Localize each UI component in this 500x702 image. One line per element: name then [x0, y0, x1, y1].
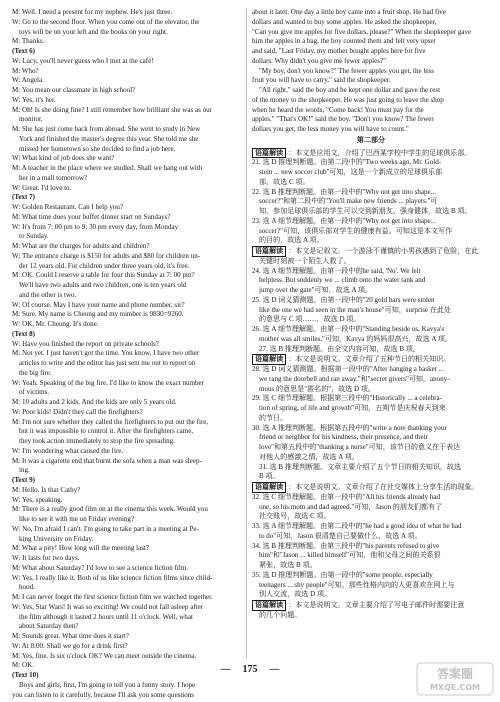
summary-label: 语篇解读	[252, 246, 286, 257]
text-line: soccer?"和第二段中的"You'll make new friends ... players."可	[259, 197, 438, 206]
text-line: W: Poor kids! Didn't they call the firefighters?	[12, 407, 143, 416]
text-line: friend or neighbor for his kindness, their presence, and their	[259, 433, 428, 442]
text-line: 34. 选 B 推理判断题。由第三段中的"his parents refused to give	[252, 541, 440, 550]
text-line: 22. 选 B 推理判断题。由第一段中的"Why not get into shape...	[252, 187, 436, 196]
text-line: one, so his mom and dad agreed."可知，Jason 的朋友们都有了	[259, 502, 443, 511]
text-line: mous 的意思是"匿名的"，故选 D 项。	[259, 384, 375, 393]
text-line: W: No, I'm afraid I can't. I'm going to take part in a meeting at Pe-	[12, 524, 199, 533]
text-line: the film although it lasted 2 hours until 11 o'clock. Well, what	[19, 612, 193, 621]
passage-summary: 语篇解读 ：本文是说明文。文章介绍了在社交媒体上分享生活的现象。	[252, 482, 490, 493]
text-line: M: You mean our classmate in high school?	[12, 86, 136, 94]
text-line: M: Thanks.	[12, 37, 45, 46]
summary-label: 语篇解读	[252, 600, 286, 611]
summary-label: 语篇解读	[252, 482, 286, 493]
text-line: to do"可知，Jason 很清楚自己要做什么，故选 A 项。	[259, 531, 422, 540]
text-line: dollars. Why didn't you give me fewer apples?"	[252, 56, 386, 65]
passage-summary: 语篇解读 ：本文是记叙文。一个游泳不谨慎的小男孩遇到了危险，在此	[252, 246, 490, 257]
text-line: about it later. One day a little boy came into a fruit shop. He had five	[252, 8, 446, 16]
text-line: of the money to the shopkeeper. He was just going to leave the shop	[252, 95, 444, 104]
text-line: hood.	[19, 583, 35, 592]
text-line: W: Angela.	[12, 76, 44, 85]
text-line: 31. 选 B 推理判断题。文章主要介绍了五个节日的相关知识，故选	[259, 462, 462, 471]
text-line: of victims.	[19, 388, 50, 397]
text-line: M: It was a cigarette end that burnt the sofa when a man was sleep-	[12, 456, 202, 465]
text-line: M: She has just come back from abroad. She went to study in New	[12, 125, 201, 133]
text-line: 对他人的感激之情，故选 A 项。	[259, 452, 359, 461]
text-line: stein ... new soccer club"可知，这是一个新成立的足球俱乐部	[259, 168, 443, 176]
text-line: M: What are the charges for adults and children?	[12, 242, 150, 250]
text-line: 27. 选 B 推理判断题。由全文内容可知，故选 B 项。	[259, 344, 420, 353]
text-line: W: Yeah. Speaking of the big fire. I'd like to know the exact number	[12, 378, 205, 387]
text-line: to Sunday.	[19, 232, 49, 241]
text-line: W: Yes, I really like it. Both of us like science fiction films since child-	[12, 573, 213, 582]
part-heading: 第二部分	[356, 135, 386, 144]
passage-summary: 语篇解读 ：本文是应用文，介绍了巴西某学校中学生的足球俱乐部。	[252, 148, 490, 159]
text-line: 的目的，故选 A 项。	[259, 236, 324, 245]
right-column	[252, 8, 490, 621]
text-line: monitor.	[19, 115, 43, 124]
text-line: 关键时刻被一个陌生人救了。	[259, 256, 351, 265]
text-line: M: Oh! Is she doing fine? I still remember how brilliant she was as our	[12, 105, 213, 114]
text-line: him"和"Jason ... killed himself"可知，他和父母之间的关系很	[259, 551, 441, 560]
text-line: dollars and wanted to buy some apples. He asked the shopkeeper,	[252, 17, 437, 26]
text-line: 社交账号，故选 C 项。	[259, 512, 331, 521]
text-line: M: I can never forget the first science fiction film we watched together.	[12, 593, 213, 601]
text-line: W: The entrance charge is $150 for adults and $80 for children un-	[12, 251, 201, 260]
text-line: like to see it with me on Friday evening?	[19, 515, 135, 523]
text-line: 33. 选 A 细节理解题。由第二段中的"he had a good idea of what he had	[252, 522, 462, 530]
text-line: 32. 选 C 细节理解题。由第一段中的"All his friends already had	[252, 492, 441, 501]
text-line: about Saturday then?	[19, 622, 79, 631]
text-line: toys will be on your left and the books on your right.	[19, 27, 168, 36]
text-line: missed her hometown so she decided to find a job here.	[19, 144, 176, 153]
text-line: like the one we had seen in the man's house"可知，surprise 在此处	[259, 305, 452, 314]
text-line: der 12 years old. For children under three years old, it's free.	[19, 261, 190, 270]
text-line: W: Yes, it's her.	[12, 95, 56, 104]
text-line: dollars you get, the less money you will have to count."	[252, 125, 409, 133]
text-line: W: Great. I'd love to.	[12, 183, 72, 192]
text-line: mother was all smiles."可知，Kavya 的妈妈很高兴，故选 A 项。	[259, 334, 452, 343]
text-line: 29. 选 C 细节理解题。根据第三段中的"Historically ... a celebra-	[252, 394, 442, 403]
text-line: M: There is a really good film on at the cinema this week. Would you	[12, 505, 208, 514]
text-line: jump over the gate"可知，故选 A 项。	[259, 286, 373, 294]
text-line: and the other is two.	[19, 290, 77, 299]
text-line: M: I'm not sure whether they called the firefighters to put out the fire,	[12, 417, 209, 426]
text-line: 30. 选 A 推理判断题。根据第五段中的"write a note thanking your	[252, 423, 447, 432]
text-line: king University on Friday.	[19, 534, 94, 543]
section-heading: (Text 6)	[12, 47, 36, 55]
text-line: W: At 8:00. Shall we go for a drink first?	[12, 641, 128, 650]
text-line: W: Lucy, you'll never guess who I met at the café!	[12, 56, 154, 65]
text-line: W: OK, Mr. Cheung. It's done.	[12, 320, 99, 328]
text-line: 别人交流，故选 D 项。	[259, 590, 332, 599]
text-line: 知，参加足球俱乐部的学生可以交到新朋友、强身健体，故选 B 项。	[259, 207, 472, 215]
svg-text:答案圈: 答案圈	[436, 667, 474, 681]
left-column	[12, 8, 240, 700]
text-line: W: Have you finished the report on private schools?	[12, 339, 159, 348]
column-divider	[246, 8, 247, 658]
text-line: M: OK. Could I reserve a table for four this Sunday at 7: 00 pm?	[12, 271, 195, 280]
text-line: fruit you will have to carry," said the shopkeeper.	[252, 76, 391, 85]
text-line: 的节日。	[259, 413, 288, 422]
text-line: articles to write and the editor has just sent me out to report on	[19, 359, 196, 367]
text-line: 的几个问题。	[259, 610, 302, 619]
text-line: him the apples in a bag, the boy counted them and felt very upset	[252, 37, 436, 46]
text-line: York and finished the master's degree this year. She told me she	[19, 134, 199, 143]
text-line: W: What kind of job does she want?	[12, 154, 115, 163]
text-line: W: Of course. May I have your name and phone number, sir?	[12, 300, 185, 309]
text-line: M: Hello. Is that Cathy?	[12, 485, 81, 494]
text-line: M: What time does your buffet dinner start on Sundays?	[12, 212, 171, 221]
section-heading: (Text 8)	[12, 329, 36, 338]
text-line: her in a mall tomorrow?	[19, 173, 88, 182]
page-number-value: 175	[242, 664, 258, 675]
text-line: M: What a pity! How long will the meeting last?	[12, 544, 150, 553]
text-line: and said, "Last Friday, my mother bought apples here for five	[252, 47, 426, 55]
text-line: 紧张，故选 B 项。	[259, 561, 317, 569]
text-line: they took action immediately to stop the fire spreading.	[19, 437, 175, 445]
text-line: Boys and girls, first, I'm going to tell you a funny story. I hope	[19, 680, 196, 689]
section-heading: (Text 9)	[12, 476, 36, 484]
text-line: 23. 选 A 细节理解题。由第一段中的"Why not get into shape...	[252, 216, 436, 225]
text-line: but it was impossible to control it. After the firefighters came,	[19, 427, 194, 436]
text-line: 部，故选 C 项。	[259, 177, 310, 186]
text-line: teenagers ... shy people"可知，那些性格内向的人更喜欢在网上与	[259, 580, 455, 589]
text-line: M: What about Saturday? I'd love to see a science fiction film.	[12, 563, 189, 572]
text-line: M: Who?	[12, 66, 39, 75]
text-line: M: Not yet. I just haven't got the time. You know, I have two other	[12, 349, 200, 358]
text-line: when he heard the words, "Come back! You must pay for the	[252, 105, 424, 114]
text-line: W: Golden Restaurant. Can I help you?	[12, 203, 124, 211]
text-line: you can listen to it carefully, because I'll ask you some questions	[12, 690, 195, 699]
text-line: love"和第五段中的"thanking a nurse"可知，该节日的意义在于表达	[259, 443, 461, 451]
text-line: "My boy, don't you know?" The fewer apples you get, the less	[259, 66, 434, 75]
text-line: M: A teacher in the place where we studied. Shall we hang out with	[12, 164, 203, 172]
text-line: W: Yes, Star Wars! It was so exciting! We could not fall asleep after	[12, 602, 204, 611]
summary-label: 语篇解读	[252, 354, 286, 365]
text-line: we rang the doorbell and ran away."和"secret givers"可知，anony-	[259, 374, 450, 383]
text-line: 24. 选 A 细节理解题。由第一段中的he said, 'No'. We felt	[252, 266, 421, 275]
text-line: 的意思与 C 项……，故选 D 项。	[259, 315, 361, 324]
passage-summary: 语篇解读 ：本文是说明文。文章介绍了五种节日的相关知识。	[252, 354, 490, 365]
text-line: W: It lasts for two days.	[12, 554, 80, 562]
text-line: M: Sure. My name is Cheung and my number is 9830=9260.	[12, 310, 184, 319]
text-line: 35. 选 D 推理判断题。由第一段中的"some people, especially	[252, 570, 433, 579]
section-heading: (Text 7)	[12, 193, 36, 202]
watermark-logo	[416, 662, 494, 696]
text-line: W: Yes, speaking.	[12, 495, 63, 504]
text-line: 25. 选 D 词义猜测题。由第一段中的"20 gold bars were stolen	[252, 295, 435, 304]
text-line: M: OK.	[12, 661, 34, 670]
text-line: "All right," said the boy and he kept one dollar and gave the rest	[259, 86, 441, 94]
text-line: "Can you give me apples for five dollars, please?" When the shopkeeper gave	[252, 27, 472, 36]
text-line: apples." "That's OK!" said the boy. "Don't you know? The fewer	[252, 115, 434, 124]
text-line: M: Well. I need a present for my nephew. He's just three.	[12, 8, 173, 16]
text-line: M: Yes, fine. Is six o'clock OK? We can meet outside the cinema.	[12, 651, 197, 660]
svg-text:MXQE.COM: MXQE.COM	[429, 683, 481, 692]
text-line: the big fire.	[19, 368, 52, 377]
text-line: M: Sounds great. What time does it start?	[12, 632, 129, 640]
text-line: soccer?"可知，该俱乐部对学生的健康有益。可知这是本文写作	[259, 226, 453, 235]
text-line: 28. 选 D 词义猜测题。根据第一段中的"After hanging a basket ...	[252, 365, 444, 373]
text-line: W: I'm wondering what caused the fire.	[12, 446, 124, 455]
text-line: W: Go to the second floor. When you come out of the elevator, the	[12, 17, 200, 26]
text-line: tion of spring, of life and growth"可知，五朔节是庆祝春天到来	[259, 404, 446, 412]
text-line: W: It's from 7: 00 pm to 9: 30 pm every day, from Monday	[12, 222, 179, 231]
text-line: B 项。	[259, 472, 280, 481]
summary-label: 语篇解读	[252, 148, 286, 159]
passage-summary: 语篇解读 ：本文是说明文。文章主要介绍了写电子邮件时需要注意	[252, 600, 490, 611]
text-line: M: 10 adults and 2 kids. And the kids are only 5 years old.	[12, 398, 177, 406]
page-number: — 175 —	[220, 664, 280, 675]
text-line: 26. 选 A 细节理解题。由第一段中的"Standing beside us, Kavya's	[252, 325, 445, 333]
text-line: ing.	[19, 466, 30, 475]
text-line: 21. 选 D 推理判断题。由第二段中的"Two weeks ago, Mr. Gold-	[252, 158, 442, 167]
text-line: We'll have two adults and two children, one is ten years old	[19, 281, 187, 289]
text-line: helpless. But suddenly we ... climb onto the water tank and	[259, 276, 426, 285]
section-heading: (Text 10)	[12, 671, 39, 679]
